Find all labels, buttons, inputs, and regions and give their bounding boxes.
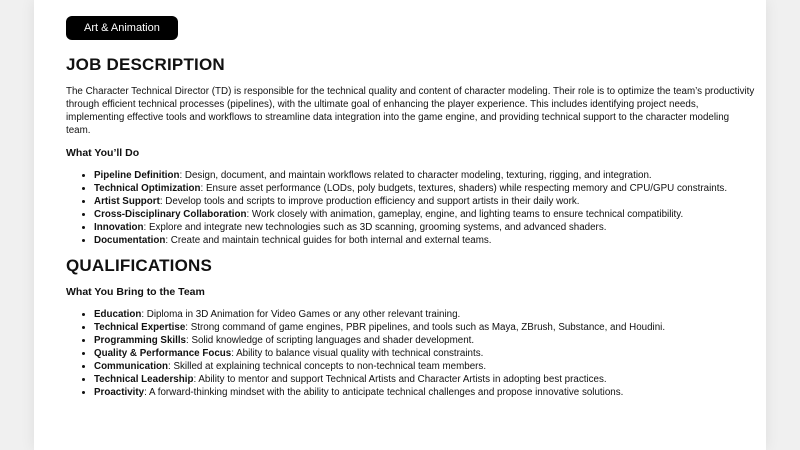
list-item-text: : Design, document, and maintain workflows related to character modeling, texturing, rigging, and integration. [179,170,652,181]
list-item-text: : Ensure asset performance (LODs, poly budgets, textures, shaders) while respecting memory and CPU/GPU constraints. [200,182,728,194]
list-item [94,235,756,248]
list-item-term: Communication [94,361,169,373]
list-item [94,222,756,235]
list-item [94,196,756,209]
category-tag[interactable]: Art & Animation [66,16,178,40]
list-item-term: Programming Skills [94,335,187,347]
list-item [94,309,756,322]
qualifications-list [66,309,756,399]
responsibilities-list [66,170,756,247]
list-item-term: Documentation [94,234,166,246]
list-item [94,209,756,222]
list-item-text: : Diploma in 3D Animation for Video Games or any other relevant training. [141,309,461,321]
list-item-term: Education [94,309,142,321]
list-item [94,322,756,335]
list-item-text: : Explore and integrate new technologies such as 3D scanning, grooming systems, and advanced shaders. [143,221,607,233]
list-item-text: : A forward-thinking mindset with the ability to anticipate technical challenges and propose innovative solutions. [144,386,624,398]
list-item-text: : Develop tools and scripts to improve production efficiency and support artists in their daily work. [159,195,580,207]
list-item-term: Technical Expertise [94,322,186,334]
list-item-text: : Strong command of game engines, PBR pipelines, and tools such as Maya, ZBrush, Substance, and Houdini. [185,322,666,334]
job-description-text: The Character Technical Director (TD) is responsible for the technical quality and content of character modeling. Their role is to optimize the team’s productivity through efficient technical processes (pipelines), with the ultimate goal of enhancing the player experience. This includes identifying project needs, implementing effective tools and workflows to streamline data integration into the game engine, and providing technical support to the character modeling team. [66,86,755,136]
list-item-text: : Create and maintain technical guides for both internal and external teams. [165,234,492,246]
list-item-term: Proactivity [94,386,145,398]
list-item-term: Cross-Disciplinary Collaboration [94,208,247,220]
qualifications-heading: QUALIFICATIONS [66,256,213,276]
list-item [94,361,756,374]
list-item [94,374,756,387]
list-item-text: : Skilled at explaining technical concepts to non-technical team members. [168,361,487,373]
list-item-term: Quality & Performance Focus [94,348,232,360]
list-item-text: : Ability to balance visual quality with technical constraints. [231,348,484,360]
list-item-text: : Work closely with animation, gameplay, engine, and lighting teams to ensure technical compatibility. [246,208,684,220]
list-item-term: Technical Optimization [94,182,201,194]
what-you-bring-heading: What You Bring to the Team [66,286,205,299]
job-description-heading: JOB DESCRIPTION [66,55,225,74]
list-item-text: : Ability to mentor and support Technical Artists and Character Artists in adopting best practices. [193,373,607,385]
job-posting-content [66,16,756,409]
list-item-term: Artist Support [94,195,160,207]
list-item [94,348,756,361]
list-item-term: Technical Leadership [94,373,194,385]
what-youll-do-heading: What You’ll Do [66,147,140,159]
list-item [94,387,756,400]
list-item [94,183,756,196]
list-item [94,335,756,348]
list-item-term: Innovation [94,221,144,233]
job-posting-page [34,0,766,450]
list-item-text: : Solid knowledge of scripting languages and shader development. [186,335,475,347]
list-item-term: Pipeline Definition [94,170,180,181]
list-item [94,170,756,183]
